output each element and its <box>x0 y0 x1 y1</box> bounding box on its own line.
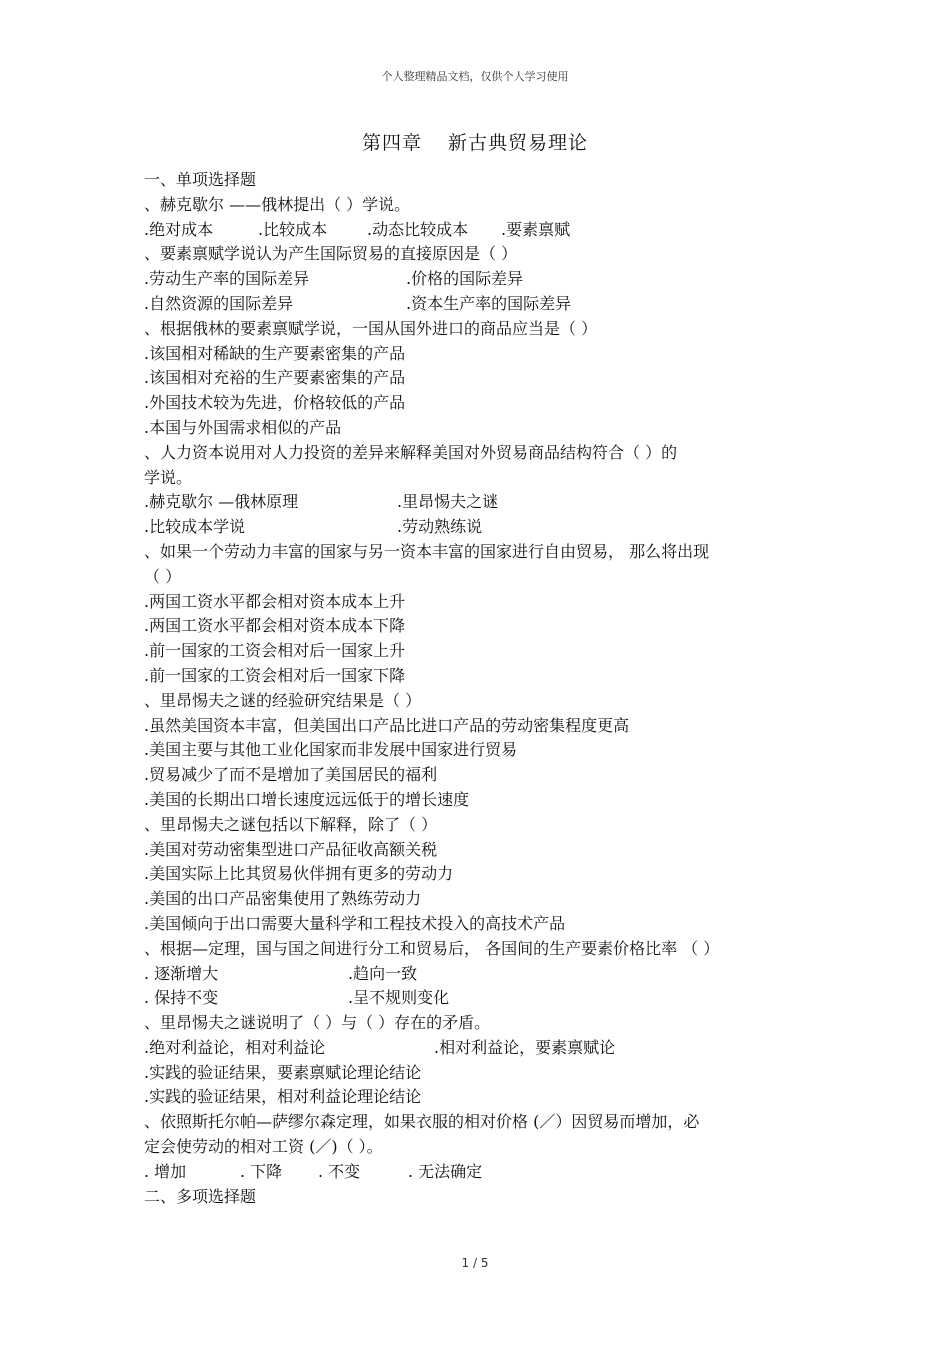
option-a: .美国对劳动密集型进口产品征收高额关税 <box>144 839 438 859</box>
chapter-number: 第四章 <box>361 132 422 154</box>
question-3-stem: 、根据俄林的要素禀赋学说，一国从国外进口的商品应当是（ ） <box>144 318 598 338</box>
question-5-stem-line-2: （ ） <box>144 566 182 586</box>
option-a: .绝对成本 <box>144 219 214 239</box>
option-b: .美国实际上比其贸易伙伴拥有更多的劳动力 <box>144 864 454 884</box>
option-b: .该国相对充裕的生产要素密集的产品 <box>144 368 406 388</box>
question-8-stem: 、根据—定理，国与国之间进行分工和贸易后， 各国间的生产要素价格比率 （ ） <box>144 938 720 958</box>
question-6-stem: 、里昂惕夫之谜的经验研究结果是（ ） <box>144 690 422 710</box>
option-b: .比较成本 <box>258 219 328 239</box>
option-b: . 下降 <box>240 1161 283 1181</box>
option-d: .要素禀赋 <box>501 219 571 239</box>
option-b: .价格的国际差异 <box>406 269 524 289</box>
option-d: .美国的长期出口增长速度远远低于的增长速度 <box>144 789 470 809</box>
question-4-stem-line-2: 学说。 <box>144 467 193 487</box>
option-d: .美国倾向于出口需要大量科学和工程技术投入的高技术产品 <box>144 913 566 933</box>
chapter-name: 新古典贸易理论 <box>448 132 589 154</box>
option-c: .动态比较成本 <box>367 219 469 239</box>
option-d: .劳动熟练说 <box>397 517 483 537</box>
option-c: . 不变 <box>318 1161 361 1181</box>
question-9-stem: 、里昂惕夫之谜说明了（ ）与（ ）存在的矛盾。 <box>144 1013 491 1033</box>
option-a: . 逐渐增大 <box>144 963 219 983</box>
option-c: .贸易减少了而不是增加了美国居民的福利 <box>144 765 438 785</box>
question-5-stem-line-1: 、如果一个劳动力丰富的国家与另一资本丰富的国家进行自由贸易， 那么将出现 <box>144 541 710 561</box>
option-c: .比较成本学说 <box>144 517 246 537</box>
option-d: .本国与外国需求相似的产品 <box>144 417 342 437</box>
document-body <box>144 168 814 1209</box>
question-2-options-row-1 <box>144 267 814 292</box>
question-10-options <box>144 1160 814 1185</box>
option-a: . 增加 <box>144 1161 187 1181</box>
option-c: .自然资源的国际差异 <box>144 293 294 313</box>
question-7-stem: 、里昂惕夫之谜包括以下解释，除了（ ） <box>144 814 438 834</box>
option-d: .呈不规则变化 <box>348 988 450 1008</box>
question-1-stem: 、赫克歇尔 ——俄林提出（ ）学说。 <box>144 194 411 214</box>
option-c: .前一国家的工资会相对后一国家上升 <box>144 641 406 661</box>
option-d: .前一国家的工资会相对后一国家下降 <box>144 665 406 685</box>
question-10-stem-line-1: 、依照斯托尔帕—萨缪尔森定理，如果衣服的相对价格 (／）因贸易而增加，必 <box>144 1112 700 1132</box>
question-10-stem-line-2: 定会使劳动的相对工资 (／)（ ）。 <box>144 1137 383 1157</box>
option-b: .相对利益论，要素禀赋论 <box>434 1037 616 1057</box>
option-c: .外国技术较为先进，价格较低的产品 <box>144 393 406 413</box>
question-2-stem: 、要素禀赋学说认为产生国际贸易的直接原因是（ ） <box>144 244 518 264</box>
option-b: .趋向一致 <box>348 963 418 983</box>
question-2-options-row-2 <box>144 292 814 317</box>
question-4-stem-line-1: 、人力资本说用对人力投资的差异来解释美国对外贸易商品结构符合（ ）的 <box>144 442 678 462</box>
question-4-options-row-1 <box>144 490 814 515</box>
section-heading-single-choice: 一、单项选择题 <box>144 170 257 189</box>
option-b: .里昂惕夫之谜 <box>397 492 499 512</box>
option-a: .虽然美国资本丰富，但美国出口产品比进口产品的劳动密集程度更高 <box>144 715 630 735</box>
option-c: .实践的验证结果，要素禀赋论理论结论 <box>144 1062 422 1082</box>
question-1-options <box>144 218 814 243</box>
option-a: .绝对利益论，相对利益论 <box>144 1037 326 1057</box>
option-d: . 无法确定 <box>408 1161 483 1181</box>
question-4-options-row-2 <box>144 515 814 540</box>
option-d: .实践的验证结果，相对利益论理论结论 <box>144 1087 422 1107</box>
option-d: .资本生产率的国际差异 <box>406 293 572 313</box>
option-b: .美国主要与其他工业化国家而非发展中国家进行贸易 <box>144 740 518 760</box>
question-9-options-row-1 <box>144 1036 814 1061</box>
option-c: .美国的出口产品密集使用了熟练劳动力 <box>144 889 422 909</box>
question-8-options-row-1 <box>144 962 814 987</box>
option-a: .赫克歇尔 —俄林原理 <box>144 492 299 512</box>
chapter-title <box>0 128 950 155</box>
option-c: . 保持不变 <box>144 988 219 1008</box>
section-heading-multiple-choice: 二、多项选择题 <box>144 1186 257 1206</box>
option-a: .该国相对稀缺的生产要素密集的产品 <box>144 343 406 363</box>
option-a: .两国工资水平都会相对资本成本上升 <box>144 591 406 611</box>
page-number: 1 / 5 <box>461 1256 489 1270</box>
option-a: .劳动生产率的国际差异 <box>144 269 310 289</box>
question-8-options-row-2 <box>144 986 814 1011</box>
page-header: 个人整理精品文档，仅供个人学习使用 <box>381 70 569 83</box>
option-b: .两国工资水平都会相对资本成本下降 <box>144 616 406 636</box>
